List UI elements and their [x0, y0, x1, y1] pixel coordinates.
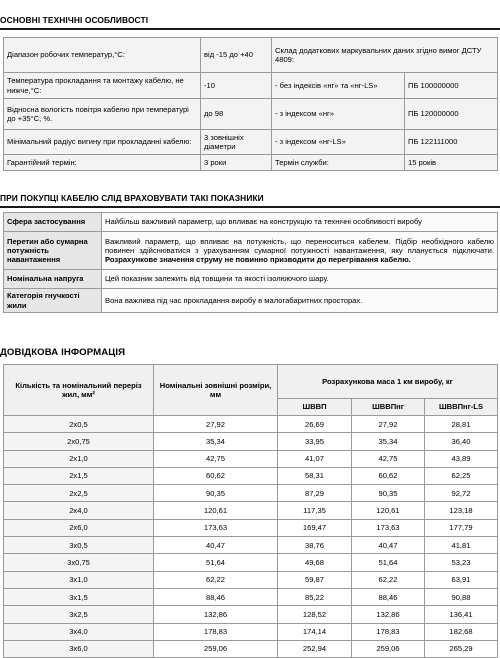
row-note: Склад додаткових маркувальних даних згідно вимог ДСТУ 4809:: [272, 38, 498, 73]
outer-dims-cell: 27,92: [154, 416, 278, 433]
row-value: до 98: [201, 99, 272, 130]
col-header-size: Кількість та номінальний переріз жил, мм²: [4, 365, 154, 416]
criteria-label: Сфера застосування: [4, 213, 102, 232]
section-divider: [0, 28, 500, 30]
cable-size-cell: 3х1,5: [4, 588, 154, 605]
cable-size-cell: 3х6,0: [4, 640, 154, 657]
outer-dims-cell: 42,75: [154, 450, 278, 467]
mass-shvvpng-ls-cell: 136,41: [425, 606, 498, 623]
mass-shvvpng-cell: 120,61: [352, 502, 425, 519]
mass-shvvpng-cell: 51,64: [352, 554, 425, 571]
outer-dims-cell: 90,35: [154, 485, 278, 502]
mass-shvvpng-ls-cell: 62,25: [425, 467, 498, 484]
row-code: ПБ 120000000: [405, 99, 498, 130]
table-row: [4, 38, 498, 73]
mass-shvvpng-cell: 132,86: [352, 606, 425, 623]
table-row: [4, 519, 498, 536]
mass-shvvp-cell: 117,35: [278, 502, 352, 519]
mass-shvvpng-cell: 60,62: [352, 467, 425, 484]
criteria-label: Категорія гнучкості жили: [4, 289, 102, 313]
outer-dims-cell: 62,22: [154, 571, 278, 588]
outer-dims-cell: 40,47: [154, 537, 278, 554]
table-row: [4, 433, 498, 450]
row-value: від -15 до +40: [201, 38, 272, 73]
outer-dims-cell: 88,46: [154, 588, 278, 605]
outer-dims-cell: 178,83: [154, 623, 278, 640]
section-divider: [0, 206, 500, 208]
cable-size-cell: 3х1,0: [4, 571, 154, 588]
mass-shvvpng-ls-cell: 63,91: [425, 571, 498, 588]
mass-shvvpng-ls-cell: 41,81: [425, 537, 498, 554]
row-label: Мінімальний радіус вигину при прокладанні кабелю:: [4, 130, 201, 155]
outer-dims-cell: 51,64: [154, 554, 278, 571]
mass-shvvpng-ls-cell: 90,88: [425, 588, 498, 605]
sub-header: ШВВПнг: [352, 399, 425, 416]
criteria-text: Вона важлива під час прокладання виробу в малогабаритних просторах.: [102, 289, 498, 313]
table-row: [4, 213, 498, 232]
table-row: [4, 640, 498, 657]
mass-shvvpng-cell: 90,35: [352, 485, 425, 502]
table-row: [4, 537, 498, 554]
table-row: [4, 232, 498, 270]
criteria-label: Номінальна напруга: [4, 270, 102, 289]
mass-shvvp-cell: 169,47: [278, 519, 352, 536]
criteria-bold-text: Розрахункове значення струму не повинно призводити до перегрівання кабелю.: [105, 255, 411, 265]
row-note: - з індексом «нг-LS»: [272, 130, 405, 155]
table-row: [4, 571, 498, 588]
criteria-text: Найбільш важливий параметр, що впливає на конструкцію та технічні особливості виробу: [102, 213, 498, 232]
warranty-value: 3 роки: [201, 155, 272, 171]
outer-dims-cell: 35,34: [154, 433, 278, 450]
mass-shvvp-cell: 26,69: [278, 416, 352, 433]
mass-shvvpng-ls-cell: 177,79: [425, 519, 498, 536]
purchase-criteria-table: [3, 212, 498, 313]
row-label: Температура прокладання та монтажу кабелю, не нижче,°С:: [4, 73, 201, 99]
mass-shvvpng-cell: 88,46: [352, 588, 425, 605]
table-row: [4, 270, 498, 289]
mass-shvvp-cell: 174,14: [278, 623, 352, 640]
outer-dims-cell: 120,61: [154, 502, 278, 519]
cable-size-cell: 3х4,0: [4, 623, 154, 640]
row-label: Відносна вологість повітря кабелю при температурі до +35°С, %.: [4, 99, 201, 130]
warranty-label: Гарантійний термін:: [4, 155, 201, 171]
mass-shvvp-cell: 38,76: [278, 537, 352, 554]
table-row: [4, 130, 498, 155]
section-title-purchase: ПРИ ПОКУПЦІ КАБЕЛЮ СЛІД ВРАХОВУВАТИ ТАКІ ПОКАЗНИКИ: [0, 193, 264, 203]
sub-header: ШВВП: [278, 399, 352, 416]
outer-dims-cell: 132,86: [154, 606, 278, 623]
cable-size-cell: 2х1,0: [4, 450, 154, 467]
row-code: ПБ 122111000: [405, 130, 498, 155]
mass-shvvpng-cell: 35,34: [352, 433, 425, 450]
mass-shvvpng-ls-cell: 123,18: [425, 502, 498, 519]
table-row: [4, 502, 498, 519]
mass-shvvpng-cell: 40,47: [352, 537, 425, 554]
cable-size-cell: 2х6,0: [4, 519, 154, 536]
cable-size-cell: 3х2,5: [4, 606, 154, 623]
mass-shvvp-cell: 49,68: [278, 554, 352, 571]
row-label: Діапазон робочих температур,°С:: [4, 38, 201, 73]
cable-size-cell: 2х2,5: [4, 485, 154, 502]
table-row: [4, 73, 498, 99]
section-title-reference: ДОВІДКОВА ІНФОРМАЦІЯ: [0, 347, 126, 358]
mass-shvvpng-cell: 27,92: [352, 416, 425, 433]
table-row: [4, 289, 498, 313]
outer-dims-cell: 173,63: [154, 519, 278, 536]
mass-shvvp-cell: 87,29: [278, 485, 352, 502]
mass-shvvpng-cell: 173,63: [352, 519, 425, 536]
row-note: - з індексом «нг»: [272, 99, 405, 130]
cable-size-cell: 2х0,75: [4, 433, 154, 450]
outer-dims-cell: 259,06: [154, 640, 278, 657]
service-value: 15 років: [405, 155, 498, 171]
cable-size-cell: 3х0,75: [4, 554, 154, 571]
mass-shvvpng-ls-cell: 265,29: [425, 640, 498, 657]
mass-shvvp-cell: 59,87: [278, 571, 352, 588]
technical-features-table: [3, 37, 498, 171]
mass-shvvp-cell: 33,95: [278, 433, 352, 450]
table-row: [4, 588, 498, 605]
mass-shvvpng-cell: 62,22: [352, 571, 425, 588]
mass-shvvpng-cell: 42,75: [352, 450, 425, 467]
row-code: ПБ 100000000: [405, 73, 498, 99]
table-header-row: [4, 365, 498, 399]
mass-shvvpng-cell: 259,06: [352, 640, 425, 657]
table-row: [4, 416, 498, 433]
mass-shvvpng-ls-cell: 92,72: [425, 485, 498, 502]
mass-shvvpng-cell: 178,83: [352, 623, 425, 640]
row-note: - без індексів «нг» та «нг-LS»: [272, 73, 405, 99]
row-value: -10: [201, 73, 272, 99]
criteria-text: Цей показник залежить від товщини та якості ізолюючого шару.: [102, 270, 498, 289]
cable-size-cell: 2х4,0: [4, 502, 154, 519]
mass-shvvp-cell: 252,94: [278, 640, 352, 657]
service-label: Термін служби:: [272, 155, 405, 171]
row-value: 3 зовнішніх діаметри: [201, 130, 272, 155]
cable-size-cell: 3х0,5: [4, 537, 154, 554]
cable-size-cell: 2х1,5: [4, 467, 154, 484]
mass-shvvp-cell: 128,52: [278, 606, 352, 623]
mass-shvvp-cell: 58,31: [278, 467, 352, 484]
mass-shvvp-cell: 85,22: [278, 588, 352, 605]
table-row: [4, 485, 498, 502]
table-row: [4, 554, 498, 571]
table-row: [4, 623, 498, 640]
mass-shvvpng-ls-cell: 36,40: [425, 433, 498, 450]
outer-dims-cell: 60,62: [154, 467, 278, 484]
reference-table-body: [4, 416, 498, 658]
table-row: [4, 99, 498, 130]
reference-mass-table: [3, 364, 498, 658]
sub-header: ШВВПнг-LS: [425, 399, 498, 416]
table-row: [4, 606, 498, 623]
mass-shvvp-cell: 41,07: [278, 450, 352, 467]
table-row: [4, 155, 498, 171]
mass-shvvpng-ls-cell: 53,23: [425, 554, 498, 571]
mass-shvvpng-ls-cell: 28,81: [425, 416, 498, 433]
table-row: [4, 467, 498, 484]
cable-size-cell: 2х0,5: [4, 416, 154, 433]
col-header-mass: Розрахункова маса 1 км виробу, кг: [278, 365, 498, 399]
mass-shvvpng-ls-cell: 43,89: [425, 450, 498, 467]
criteria-text: Важливий параметр, що впливає на потужність, що переноситься кабелем. Підбір необхідного кабелю повинен здійснюватися з урахуванням сумарної потужності навантаження, яку планується підключати.: [105, 236, 494, 255]
criteria-text-block: [102, 232, 498, 270]
col-header-dims: Номінальні зовнішні розміри, мм: [154, 365, 278, 416]
section-title-technical: ОСНОВНІ ТЕХНІЧНІ ОСОБЛИВОСТІ: [0, 15, 149, 25]
table-row: [4, 450, 498, 467]
mass-shvvpng-ls-cell: 182,68: [425, 623, 498, 640]
criteria-label: Перетин або сумарна потужність навантаження: [4, 232, 102, 270]
